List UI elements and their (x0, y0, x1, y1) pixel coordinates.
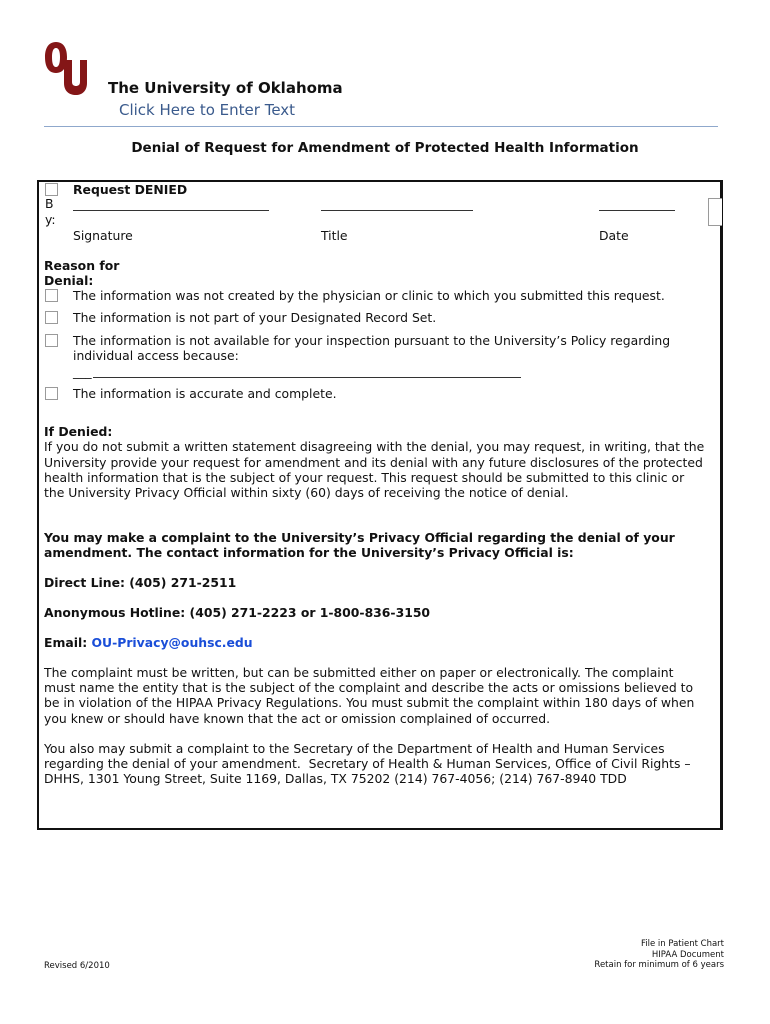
reason-4-checkbox[interactable] (45, 387, 58, 400)
by-label-y: y: (45, 212, 56, 227)
secretary-line: regarding the denial of your amendment. Secretary of Health & Human Services, Office of Civil Rights – (44, 756, 691, 771)
university-name: The University of Oklahoma (108, 79, 343, 97)
secretary-line: DHHS, 1301 Young Street, Suite 1169, Dallas, TX 75202 (214) 767-4056; (214) 767-8940 TDD (44, 771, 627, 786)
complaint-written-line: you knew or should have known that the act or omission complained of occurred. (44, 711, 551, 726)
reason-4-text: The information is accurate and complete. (73, 386, 337, 401)
footer-right-line: File in Patient Chart (640, 939, 724, 949)
if-denied-line: If you do not submit a written statement disagreeing with the denial, you may request, in writing, that the (44, 439, 705, 454)
reason-heading-line2: Denial: (44, 273, 94, 288)
enter-text-field[interactable]: Click Here to Enter Text (119, 101, 296, 119)
title-label: Title (321, 228, 348, 243)
by-label-b: B (45, 196, 54, 211)
anonymous-hotline: Anonymous Hotline: (405) 271-2223 or 1-800-836-3150 (44, 605, 431, 620)
university-logo (44, 40, 88, 96)
secretary-line: You also may submit a complaint to the Secretary of the Department of Health and Human Services (44, 741, 665, 756)
complaint-written-line: be in violation of the HIPAA Privacy Regulations. You must submit the complaint within 180 days of when (44, 695, 695, 710)
footer-right (594, 939, 724, 971)
signature-line[interactable] (73, 210, 269, 211)
reason-2-checkbox[interactable] (45, 311, 58, 324)
direct-line: Direct Line: (405) 271-2511 (44, 575, 237, 590)
complaint-written-line: The complaint must be written, but can be submitted either on paper or electronically. The complaint (44, 665, 674, 680)
reason-3-checkbox[interactable] (45, 334, 58, 347)
if-denied-line: the University Privacy Official within sixty (60) days of receiving the notice of denial. (44, 485, 569, 500)
if-denied-line: health information that is the subject of your request. This request should be submitted to this clinic or (44, 470, 685, 485)
complaint-heading-line: You may make a complaint to the University’s Privacy Official regarding the denial of your (44, 530, 675, 545)
request-denied-label: Request DENIED (73, 182, 188, 197)
reason-3-text-cont: individual access because: (73, 348, 239, 363)
header-divider (44, 126, 718, 127)
if-denied-line: University provide your request for amendment and its denial with any future disclosures of the protected (44, 455, 703, 470)
reason-3-input-line[interactable] (93, 377, 521, 378)
reason-heading-line1: Reason for (44, 258, 120, 273)
reason-3-text: The information is not available for your inspection pursuant to the University’s Policy regarding (73, 333, 671, 348)
reason-3-fill: ___ (73, 364, 92, 379)
complaint-heading-line: amendment. The contact information for the University’s Privacy Official is: (44, 545, 574, 560)
email-label: Email: (44, 635, 92, 650)
form-box (37, 180, 723, 830)
email-line (44, 635, 253, 650)
complaint-written-line: must name the entity that is the subject of the complaint and describe the acts or omissions believed to (44, 680, 694, 695)
footer-right-line: Retain for minimum of 6 years (594, 960, 724, 970)
document-title: Denial of Request for Amendment of Protected Health Information (131, 140, 639, 156)
request-denied-checkbox[interactable] (45, 183, 58, 196)
privacy-email-link[interactable]: OU-Privacy@ouhsc.edu (91, 635, 253, 650)
reason-2-text: The information is not part of your Designated Record Set. (73, 310, 437, 325)
reason-1-checkbox[interactable] (45, 289, 58, 302)
if-denied-heading: If Denied: (44, 424, 113, 439)
date-label: Date (599, 228, 629, 243)
revised-date: Revised 6/2010 (44, 961, 110, 971)
reason-1-text: The information was not created by the physician or clinic to which you submitted this request. (73, 288, 665, 303)
footer-right-line: HIPAA Document (651, 949, 724, 960)
date-line[interactable] (599, 210, 675, 211)
title-line[interactable] (321, 210, 473, 211)
signature-label: Signature (73, 228, 133, 243)
corner-field (708, 198, 722, 226)
